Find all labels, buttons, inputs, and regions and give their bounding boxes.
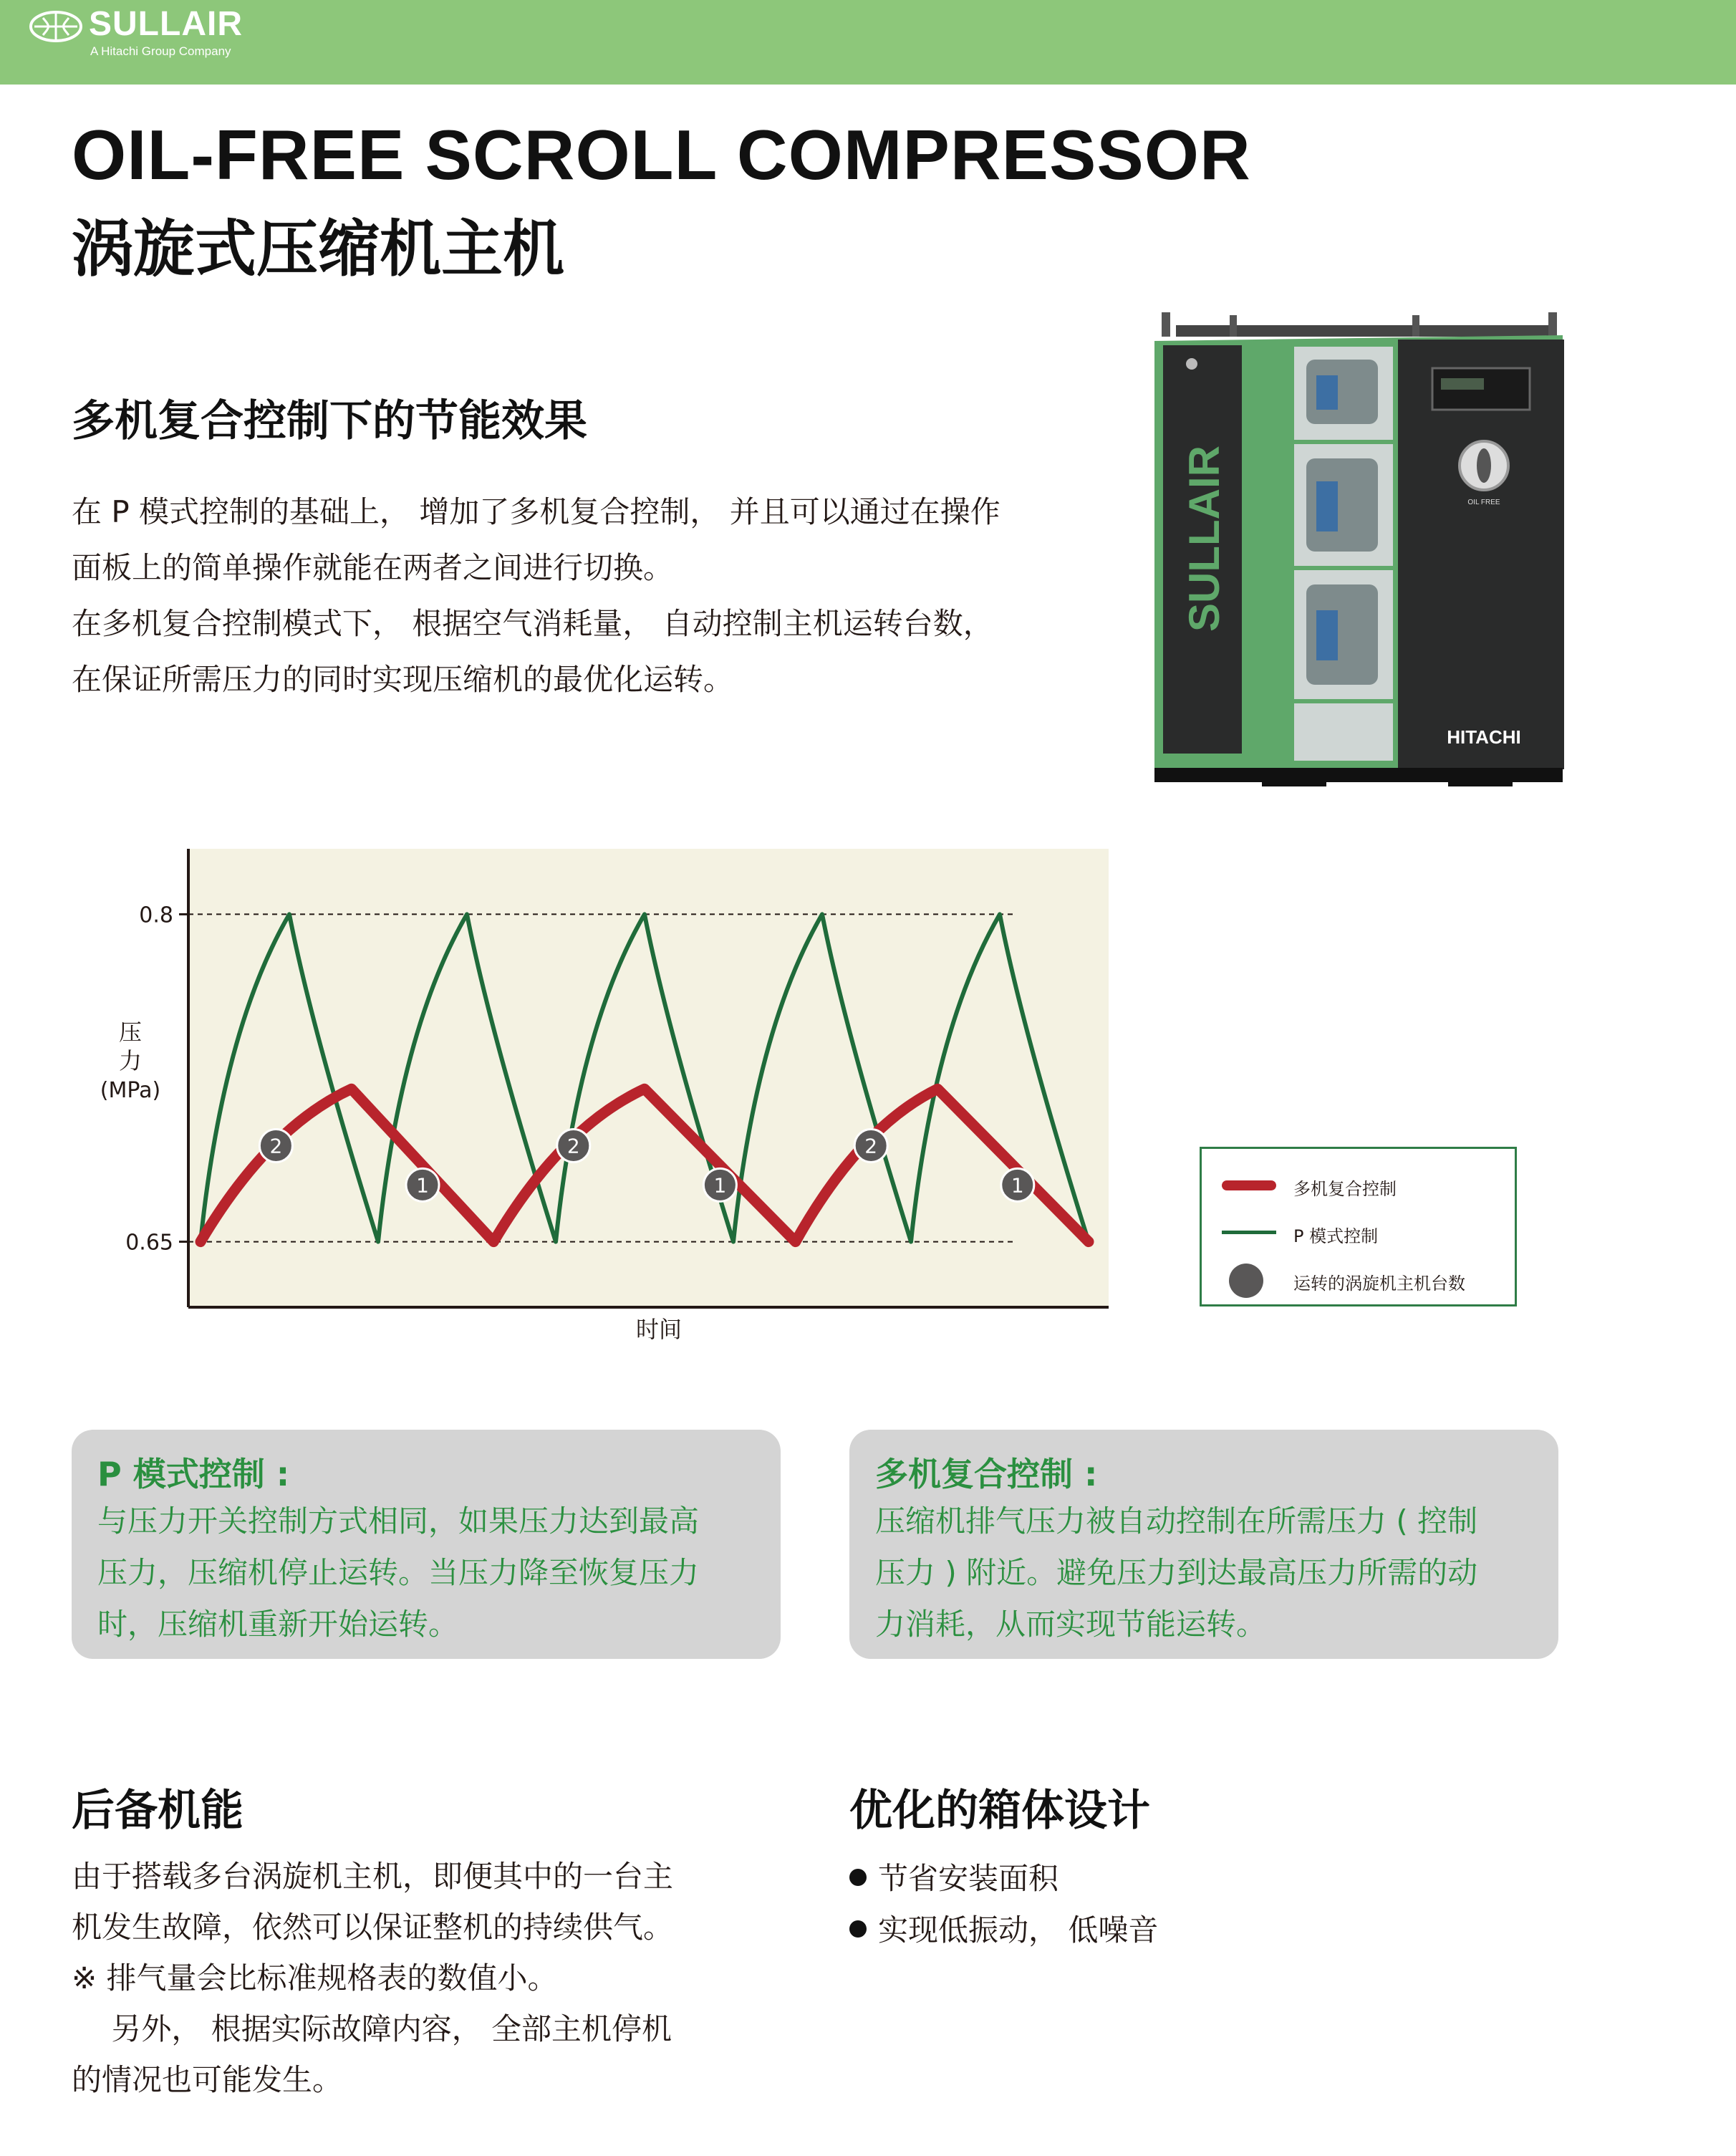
legend-item: [1202, 1259, 1515, 1302]
pressure-chart: [86, 831, 1132, 1361]
p-mode-box: [72, 1430, 781, 1659]
chart-legend: [1200, 1147, 1517, 1306]
machine-side-brand: SULLAIR: [1180, 446, 1228, 632]
intro-line: 面板上的简单操作就能在两者之间进行切换。: [72, 550, 674, 585]
backup-line: 的情况也可能发生。: [72, 2062, 343, 2097]
unit-count-label: 1: [713, 1173, 727, 1198]
section-heading-backup: 后备机能: [72, 1786, 243, 1836]
p-mode-line: 压力，压缩机停止运转。当压力降至恢复压力: [97, 1555, 700, 1590]
bullet-dot-icon: [849, 1869, 867, 1886]
legend-swatch-count: [1229, 1264, 1263, 1298]
section-heading-energy-saving: 多机复合控制下的节能效果: [72, 396, 587, 446]
backup-line: 由于搭载多台涡旋机主机，即便其中的一台主: [72, 1859, 674, 1894]
legend-swatch-p: [1222, 1231, 1276, 1234]
y-axis-label-line: 力: [118, 1047, 143, 1074]
machine-badge-text: OIL FREE: [1467, 499, 1500, 506]
legend-label: 多机复合控制: [1293, 1179, 1397, 1199]
multi-mode-line: 压力 ) 附近。避免压力到达最高压力所需的动: [875, 1555, 1478, 1590]
brand-name: SULLAIR: [89, 5, 243, 43]
backup-line: ※ 排气量会比标准规格表的数值小。: [72, 1960, 558, 1996]
legend-item: [1202, 1165, 1515, 1208]
unit-count-label: 2: [566, 1134, 580, 1158]
backup-line: 机发生故障，依然可以保证整机的持续供气。: [72, 1910, 674, 1945]
section-heading-cabinet: 优化的箱体设计: [849, 1786, 1150, 1836]
y-tick-label: 0.8: [139, 903, 173, 928]
legend-label: 运转的涡旋机主机台数: [1293, 1274, 1465, 1294]
intro-line: 在保证所需压力的同时实现压缩机的最优化运转。: [72, 662, 734, 697]
machine-front-brand: HITACHI: [1447, 726, 1521, 748]
legend-item: [1202, 1212, 1515, 1255]
bullet-dot-icon: [849, 1920, 867, 1938]
plot-area: [188, 849, 1109, 1307]
multi-mode-line: 力消耗，从而实现节能运转。: [875, 1607, 1267, 1642]
intro-line: 在 P 模式控制的基础上， 增加了多机复合控制， 并且可以通过在操作: [72, 494, 1000, 529]
x-axis-label: 时间: [635, 1316, 683, 1343]
bullet-item: [849, 1855, 1059, 1898]
backup-paragraph: [72, 1851, 673, 2105]
y-axis-label-line: (MPa): [100, 1078, 161, 1103]
multi-mode-title: 多机复合控制 :: [875, 1455, 1098, 1493]
compressor-machine-image: [1147, 309, 1577, 797]
unit-count-label: 2: [269, 1134, 283, 1158]
p-mode-line: 时，压缩机重新开始运转。: [97, 1607, 459, 1642]
legend-swatch-multi: [1222, 1180, 1276, 1190]
legend-label: P 模式控制: [1293, 1226, 1379, 1246]
intro-paragraph: [72, 484, 1000, 708]
unit-count-label: 2: [864, 1134, 878, 1158]
y-tick-label: 0.65: [125, 1230, 173, 1256]
multi-mode-line: 压缩机排气压力被自动控制在所需压力 ( 控制: [875, 1503, 1478, 1539]
unit-count-label: 1: [1011, 1173, 1024, 1198]
unit-count-label: 1: [416, 1173, 429, 1198]
bullet-text: 实现低振动， 低噪音: [878, 1912, 1159, 1948]
bullet-item: [849, 1907, 1158, 1950]
page-title-en: OIL-FREE SCROLL COMPRESSOR: [72, 115, 1251, 194]
bullet-text: 节省安装面积: [878, 1861, 1059, 1896]
backup-line: 另外， 根据实际故障内容， 全部主机停机: [72, 2011, 672, 2046]
multi-mode-text: [875, 1496, 1477, 1650]
page-title-cn: 涡旋式压缩机主机: [72, 213, 564, 285]
multi-mode-box: [849, 1430, 1558, 1659]
sullair-logo-icon: [29, 10, 83, 43]
brand-tagline: A Hitachi Group Company: [90, 44, 231, 58]
y-axis-label-line: 压: [118, 1019, 143, 1046]
p-mode-title: P 模式控制 :: [97, 1455, 290, 1493]
header-bar: [0, 0, 1736, 85]
intro-line: 在多机复合控制模式下， 根据空气消耗量， 自动控制主机运转台数，: [72, 606, 993, 641]
p-mode-text: [97, 1496, 699, 1650]
p-mode-line: 与压力开关控制方式相同，如果压力达到最高: [97, 1503, 700, 1539]
